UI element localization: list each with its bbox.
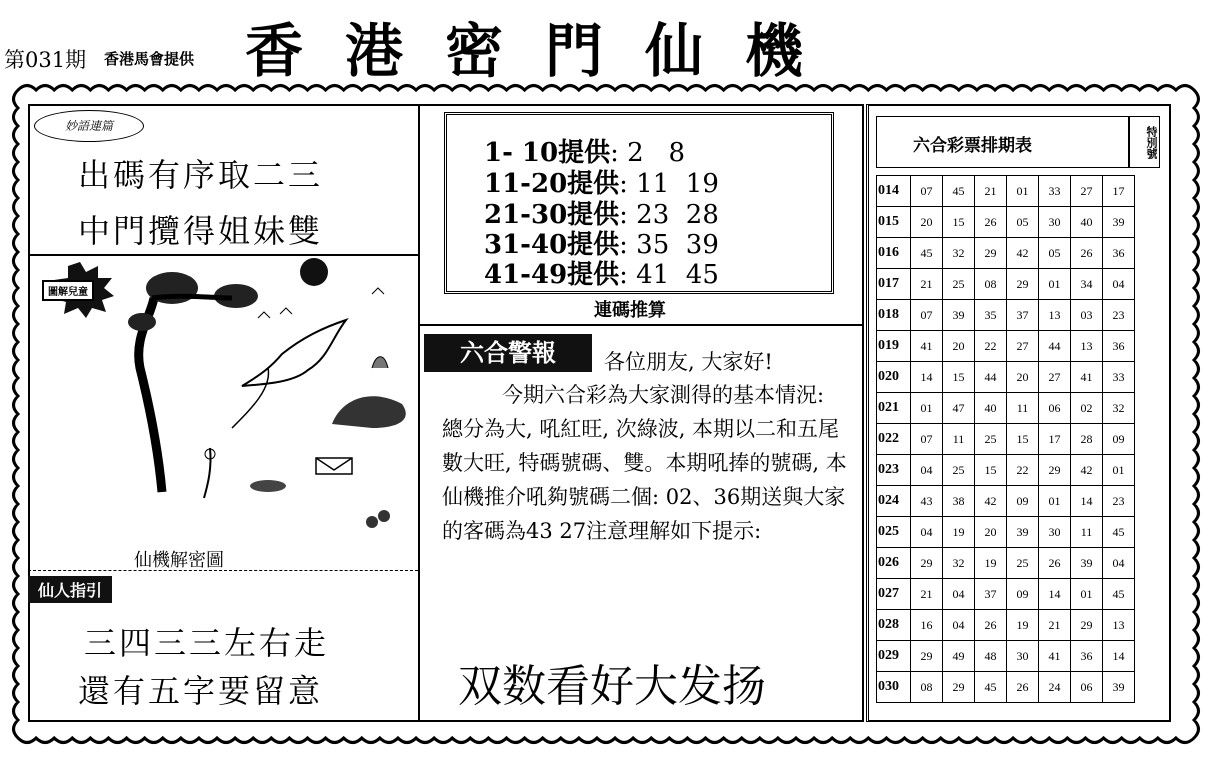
page-title: 香港密門仙機 <box>245 17 846 85</box>
table-row <box>877 393 1135 424</box>
number-cell: 23 <box>1103 300 1135 331</box>
table-row <box>877 362 1135 393</box>
number-cell: 27 <box>1007 331 1039 362</box>
table-row <box>877 238 1135 269</box>
table-row <box>877 641 1135 672</box>
number-cell: 26 <box>975 610 1007 641</box>
period-cell: 022 <box>877 424 911 455</box>
number-cell: 25 <box>975 424 1007 455</box>
number-cell: 45 <box>1103 579 1135 610</box>
slogan: 双数看好大发扬 <box>458 661 766 712</box>
number-cell: 21 <box>911 579 943 610</box>
number-cell: 33 <box>1103 362 1135 393</box>
number-cell: 39 <box>1103 672 1135 703</box>
number-cell: 26 <box>1039 548 1071 579</box>
period-cell: 026 <box>877 548 911 579</box>
number-cell: 39 <box>943 300 975 331</box>
issue-number: 第031期 <box>4 48 87 72</box>
number-cell: 04 <box>943 579 975 610</box>
number-cell: 25 <box>1007 548 1039 579</box>
number-cell: 16 <box>911 610 943 641</box>
number-cell: 29 <box>943 672 975 703</box>
number-cell: 13 <box>1103 610 1135 641</box>
poem-line: 還有五字要留意 <box>78 672 324 710</box>
number-cell: 01 <box>1039 486 1071 517</box>
provider-label: 香港馬會提供 <box>104 50 195 68</box>
table-row <box>877 176 1135 207</box>
number-cell: 22 <box>975 331 1007 362</box>
number-cell: 20 <box>911 207 943 238</box>
number-cell: 30 <box>1039 207 1071 238</box>
number-cell: 08 <box>975 269 1007 300</box>
intro-paragraph: 今期六合彩為大家測得的基本情況: 總分為大, 吼紅旺, 次綠波, 本期以二和五尾數大旺, 特碼號碼、雙。本期吼捧的號碼, 本仙機推介吼夠號碼二個: 02、36期送與大家的客碼為43 27注意理解如下提示: <box>442 383 847 543</box>
table-row <box>877 300 1135 331</box>
number-cell: 26 <box>1071 238 1103 269</box>
number-cell: 09 <box>1007 579 1039 610</box>
number-cell: 47 <box>943 393 975 424</box>
number-cell: 03 <box>1071 300 1103 331</box>
divider <box>28 570 418 571</box>
number-cell: 20 <box>1007 362 1039 393</box>
number-cell: 14 <box>1071 486 1103 517</box>
number-cell: 07 <box>911 300 943 331</box>
number-cell: 02 <box>1071 393 1103 424</box>
picture-badge: 圖解兒童 <box>42 280 94 301</box>
number-cell: 01 <box>1039 269 1071 300</box>
poem-line: 三四三三左右走 <box>84 624 330 662</box>
divider <box>420 324 864 326</box>
guide-tag: 仙人指引 <box>28 576 112 603</box>
number-cell: 21 <box>911 269 943 300</box>
number-cell: 42 <box>1007 238 1039 269</box>
number-cell: 35 <box>975 300 1007 331</box>
number-cell: 27 <box>1071 176 1103 207</box>
number-cell: 11 <box>1007 393 1039 424</box>
period-cell: 024 <box>877 486 911 517</box>
table-row <box>877 424 1135 455</box>
number-cell: 04 <box>911 455 943 486</box>
coin-pot-icon <box>250 480 286 492</box>
table-row <box>877 610 1135 641</box>
number-cell: 19 <box>1007 610 1039 641</box>
number-cell: 39 <box>1007 517 1039 548</box>
special-number-label: 特別號 <box>1128 116 1160 168</box>
period-cell: 020 <box>877 362 911 393</box>
number-cell: 44 <box>1039 331 1071 362</box>
number-cell: 15 <box>975 455 1007 486</box>
number-cell: 14 <box>911 362 943 393</box>
period-cell: 017 <box>877 269 911 300</box>
period-cell: 016 <box>877 238 911 269</box>
period-cell: 025 <box>877 517 911 548</box>
number-cell: 28 <box>1071 424 1103 455</box>
schedule-header <box>876 116 1130 168</box>
picture-caption: 仙機解密圖 <box>134 550 224 571</box>
number-cell: 39 <box>1071 548 1103 579</box>
number-cell: 42 <box>975 486 1007 517</box>
number-cell: 37 <box>975 579 1007 610</box>
number-cell: 20 <box>975 517 1007 548</box>
number-cell: 45 <box>943 176 975 207</box>
schedule-table <box>876 175 1135 703</box>
number-cell: 32 <box>943 238 975 269</box>
number-cell: 45 <box>1103 517 1135 548</box>
number-cell: 36 <box>1103 238 1135 269</box>
number-cell: 09 <box>1007 486 1039 517</box>
number-cell: 06 <box>1039 393 1071 424</box>
table-row <box>877 207 1135 238</box>
number-cell: 04 <box>1103 548 1135 579</box>
number-cell: 04 <box>943 610 975 641</box>
number-cell: 32 <box>943 548 975 579</box>
number-cell: 13 <box>1071 331 1103 362</box>
range-row: 1- 10提供: 2 8 <box>484 138 686 168</box>
range-row: 11-20提供: 11 19 <box>484 169 719 199</box>
table-row <box>877 331 1135 362</box>
number-cell: 29 <box>1071 610 1103 641</box>
number-cell: 49 <box>943 641 975 672</box>
number-cell: 25 <box>943 455 975 486</box>
number-cell: 15 <box>1007 424 1039 455</box>
number-cell: 17 <box>1103 176 1135 207</box>
number-cell: 34 <box>1071 269 1103 300</box>
number-cell: 36 <box>1103 331 1135 362</box>
number-cell: 09 <box>1103 424 1135 455</box>
number-cell: 40 <box>1071 207 1103 238</box>
table-row <box>877 672 1135 703</box>
schedule-title: 六合彩票排期表 <box>913 136 1032 156</box>
alert-tag: 六合警報 <box>424 334 592 372</box>
period-cell: 018 <box>877 300 911 331</box>
poem-line: 中門攬得姐妹雙 <box>78 212 324 250</box>
table-row <box>877 579 1135 610</box>
badge-oval: 妙語連篇 <box>34 110 144 142</box>
range-row: 21-30提供: 23 28 <box>484 200 719 230</box>
number-cell: 29 <box>1039 455 1071 486</box>
poem-line: 出碼有序取二三 <box>78 156 324 194</box>
number-cell: 26 <box>975 207 1007 238</box>
number-cell: 37 <box>1007 300 1039 331</box>
bird-icon <box>242 320 346 386</box>
number-cell: 19 <box>975 548 1007 579</box>
range-row: 41-49提供: 41 45 <box>484 260 719 290</box>
envelope-icon <box>316 458 352 474</box>
range-row: 31-40提供: 35 39 <box>484 230 719 260</box>
number-cell: 08 <box>911 672 943 703</box>
number-cell: 07 <box>911 176 943 207</box>
number-cell: 07 <box>911 424 943 455</box>
number-cell: 32 <box>1103 393 1135 424</box>
number-cell: 33 <box>1039 176 1071 207</box>
number-cell: 01 <box>1071 579 1103 610</box>
number-cell: 20 <box>943 331 975 362</box>
period-cell: 023 <box>877 455 911 486</box>
number-cell: 19 <box>943 517 975 548</box>
number-cell: 15 <box>943 362 975 393</box>
number-cell: 17 <box>1039 424 1071 455</box>
number-cell: 01 <box>1103 455 1135 486</box>
period-cell: 027 <box>877 579 911 610</box>
number-cell: 14 <box>1103 641 1135 672</box>
period-cell: 030 <box>877 672 911 703</box>
number-cell: 38 <box>943 486 975 517</box>
number-cell: 14 <box>1039 579 1071 610</box>
number-cell: 29 <box>911 548 943 579</box>
number-cell: 36 <box>1071 641 1103 672</box>
number-cell: 21 <box>975 176 1007 207</box>
number-cell: 23 <box>1103 486 1135 517</box>
number-cell: 45 <box>975 672 1007 703</box>
table-row <box>877 548 1135 579</box>
greeting: 各位朋友, 大家好! <box>604 350 773 374</box>
table-row <box>877 517 1135 548</box>
period-cell: 014 <box>877 176 911 207</box>
number-cell: 29 <box>975 238 1007 269</box>
number-cell: 01 <box>911 393 943 424</box>
number-cell: 04 <box>1103 269 1135 300</box>
number-cell: 48 <box>975 641 1007 672</box>
period-cell: 021 <box>877 393 911 424</box>
number-cell: 41 <box>911 331 943 362</box>
period-cell: 028 <box>877 610 911 641</box>
number-cell: 05 <box>1039 238 1071 269</box>
number-cell: 42 <box>1071 455 1103 486</box>
number-cell: 04 <box>911 517 943 548</box>
number-cell: 01 <box>1007 176 1039 207</box>
number-cell: 29 <box>1007 269 1039 300</box>
number-cell: 24 <box>1039 672 1071 703</box>
number-cell: 43 <box>911 486 943 517</box>
number-cell: 11 <box>1071 517 1103 548</box>
number-cell: 22 <box>1007 455 1039 486</box>
period-cell: 029 <box>877 641 911 672</box>
number-cell: 45 <box>911 238 943 269</box>
number-cell: 39 <box>1103 207 1135 238</box>
table-row <box>877 269 1135 300</box>
number-cell: 44 <box>975 362 1007 393</box>
number-cell: 05 <box>1007 207 1039 238</box>
divider <box>28 254 418 256</box>
number-cell: 25 <box>943 269 975 300</box>
number-cell: 06 <box>1071 672 1103 703</box>
sun-icon <box>300 258 328 286</box>
rock-icon <box>332 396 406 428</box>
period-cell: 015 <box>877 207 911 238</box>
flower-icon <box>372 357 388 368</box>
number-cell: 40 <box>975 393 1007 424</box>
period-cell: 019 <box>877 331 911 362</box>
number-cell: 29 <box>911 641 943 672</box>
ranges-caption: 連碼推算 <box>594 300 666 321</box>
table-row <box>877 455 1135 486</box>
number-cell: 15 <box>943 207 975 238</box>
number-cell: 30 <box>1039 517 1071 548</box>
number-cell: 27 <box>1039 362 1071 393</box>
number-cell: 11 <box>943 424 975 455</box>
number-cell: 41 <box>1071 362 1103 393</box>
table-row <box>877 486 1135 517</box>
number-cell: 41 <box>1039 641 1071 672</box>
number-cell: 30 <box>1007 641 1039 672</box>
number-cell: 13 <box>1039 300 1071 331</box>
number-cell: 26 <box>1007 672 1039 703</box>
number-cell: 21 <box>1039 610 1071 641</box>
